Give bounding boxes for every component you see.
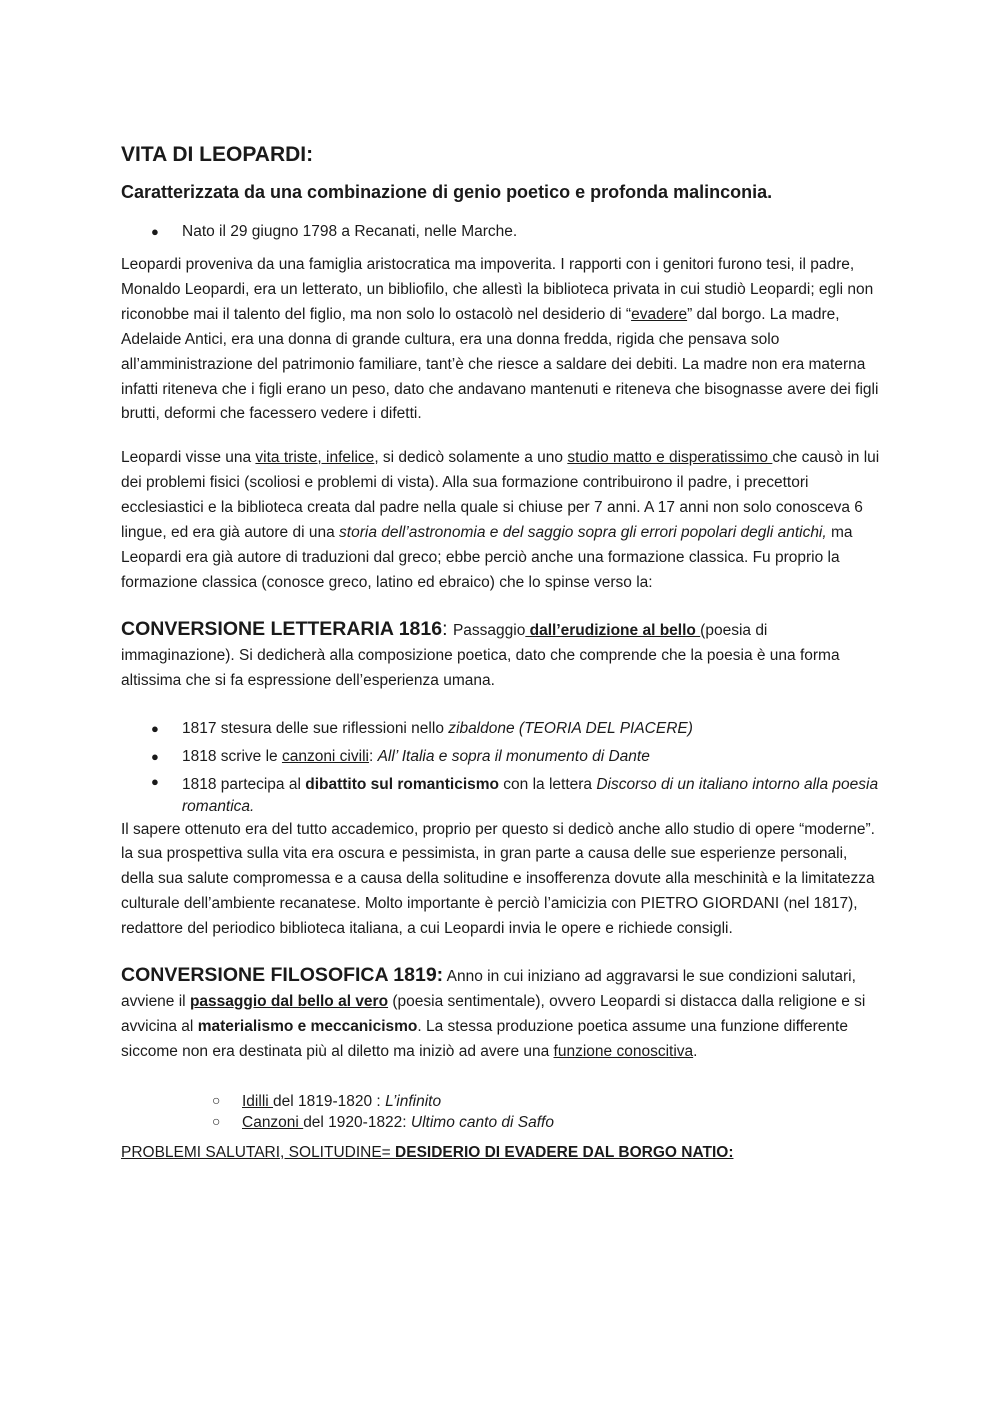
works-list xyxy=(121,715,881,818)
list-item: ● Nato il 29 giugno 1798 a Recanati, nelle Marche. xyxy=(121,219,881,245)
list-item: ● 1817 stesura delle sue riflessioni nello zibaldone (TEORIA DEL PIACERE) xyxy=(121,715,881,743)
section-heading: CONVERSIONE FILOSOFICA 1819: xyxy=(121,964,444,987)
list-item: ● 1818 partecipa al dibattito sul romanticismo con la lettera Discorso di un italiano intorno alla poesia romantica. xyxy=(121,771,881,818)
document-page xyxy=(121,140,881,1166)
list-item: ● 1818 scrive le canzoni civili: All’ Italia e sopra il monumento di Dante xyxy=(121,743,881,771)
section-heading: CONVERSIONE LETTERARIA 1816 xyxy=(121,617,443,640)
list-item: ○ Idilli del 1819-1820 : L’infinito xyxy=(121,1091,881,1112)
final-heading-line: PROBLEMI SALUTARI, SOLITUDINE= DESIDERIO DI EVADERE DAL BORGO NATIO: xyxy=(121,1143,734,1161)
birth-list xyxy=(121,219,881,245)
paragraph-family: Leopardi proveniva da una famiglia aristocratica ma impoverita. I rapporti con i genitori furono tesi, il padre, Monaldo Leopardi, era un letterato, un bibliofilo, che allestì la biblioteca privata in cui studiò Leopardi; egli non riconobbe mai il talento del figlio, ma non solo lo ostacolò nel desiderio di “evadere” dal borgo. La madre, Adelaide Antici, era una donna di grande cultura, era una donna fredda, rigida che pensava solo all’amministrazione del patrimonio familiare, tant’è che riesce a saldare dei debiti. La madre non era materna infatti riteneva che i figli erano un peso, dato che andavano mantenuti e riteneva che bisognasse avere dei figli brutti, deformi che facessero vedere i difetti. xyxy=(121,256,879,423)
paragraph-education: Leopardi visse una vita triste, infelice, si dedicò solamente a uno studio matto e disperatissimo che causò in lui dei problemi fisici (scoliosi e problemi di vista). Alla sua formazione contribuirono il padre, i precettori ecclesiastici e la biblioteca creata dal padre nella quale si chiuse per 7 anni. A 17 anni non solo conosceva 6 lingue, ed era già autore di una storia dell’astronomia e del saggio sopra gli errori popolari degli antichi, ma Leopardi era già autore di traduzioni dal greco; ebbe perciò anche una formazione classica. Fu proprio la formazione classica (conosce greco, latino ed ebraico) che lo spinse verso la: xyxy=(121,449,880,591)
page-title: VITA DI LEOPARDI: xyxy=(121,143,314,166)
page-subtitle: Caratterizzata da una combinazione di genio poetico e profonda malinconia. xyxy=(121,182,773,202)
idilli-list xyxy=(121,1091,881,1133)
evadere-link: evadere xyxy=(631,305,688,323)
section-conversione-filosofica: CONVERSIONE FILOSOFICA 1819: Anno in cui iniziano ad aggravarsi le sue condizioni salutari, avviene il passaggio dal bello al vero (poesia sentimentale), ovvero Leopardi si distacca dalla religione e si avvicina al materialismo e meccanicismo. La stessa produzione poetica assume una funzione differente siccome non era destinata più al diletto ma iniziò ad avere una funzione conoscitiva. xyxy=(121,964,866,1060)
list-item: ○ Canzoni del 1920-1822: Ultimo canto di Saffo xyxy=(121,1112,881,1133)
section-conversione-letteraria: CONVERSIONE LETTERARIA 1816: Passaggio dall’erudizione al bello (poesia di immaginazione). Si dedicherà alla composizione poetica, dato che comprende che la poesia è una forma altissima che si fa espressione dell’esperienza umana. xyxy=(121,617,840,689)
paragraph-giordani: Il sapere ottenuto era del tutto accademico, proprio per questo si dedicò anche allo studio di opere “moderne”. la sua prospettiva sulla vita era oscura e pessimista, in gran parte a causa delle sue esperienze personali, della sua salute compromessa e a causa della solitudine e insofferenza dovute alla meschinità e la limitatezza culturale dell’ambiente recanatese. Molto importante è perciò l’amicizia con PIETRO GIORDANI (nel 1817), redattore del periodico biblioteca italiana, a cui Leopardi invia le opere e richiede consigli. xyxy=(121,820,875,938)
